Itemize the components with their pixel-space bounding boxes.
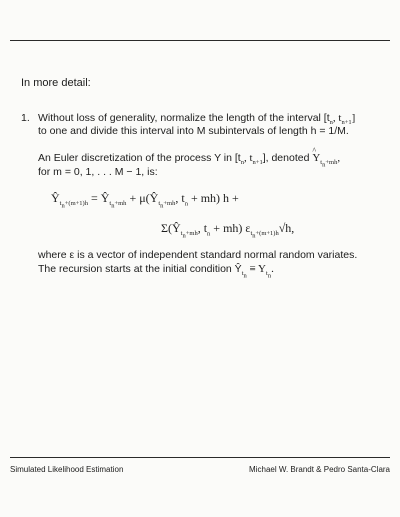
equation-line-1: $Ŷ_{t_n+(m+1)h}$ = $Ŷ_{t_n+mh}$ + $\mu(Ŷ_{t_n+mh}$, $t_n + mh$) h + [51,191,239,210]
equation-line-2: $\Sigma(Ŷ_{t_n+mh}$, $t_n + mh$) $\varepsilon_{t_n+(m+1)h}√h$, [161,221,295,240]
para2-line-1: An Euler discretization of the process Y in [$t_n$, $t_{n+1}$], denoted ^ $Y_{t_n+mh}$, [38,151,340,172]
section-heading: In more detail: [21,77,91,89]
footer-authors: Michael W. Brandt & Pedro Santa-Clara [249,465,390,474]
item-line-2: to one and divide this interval into M subintervals of length h = 1/M. [38,125,349,137]
item-number: 1. [21,112,30,124]
bottom-rule [10,457,390,458]
para3-line-1: where ε is a vector of independent standard normal random variates. [38,249,358,261]
top-rule [10,40,390,41]
footer-title: Simulated Likelihood Estimation [10,465,124,474]
para3-line-2: The recursion starts at the initial condition $Ŷ_{t_n} \equiv Y_{t_n}$. [38,263,274,280]
para2-line-2: for m = 0, 1, . . . M − 1, is: [38,166,158,178]
item-line-1: Without loss of generality, normalize the length of the interval [$t_n$, $t_{n+1}$] [38,112,356,127]
